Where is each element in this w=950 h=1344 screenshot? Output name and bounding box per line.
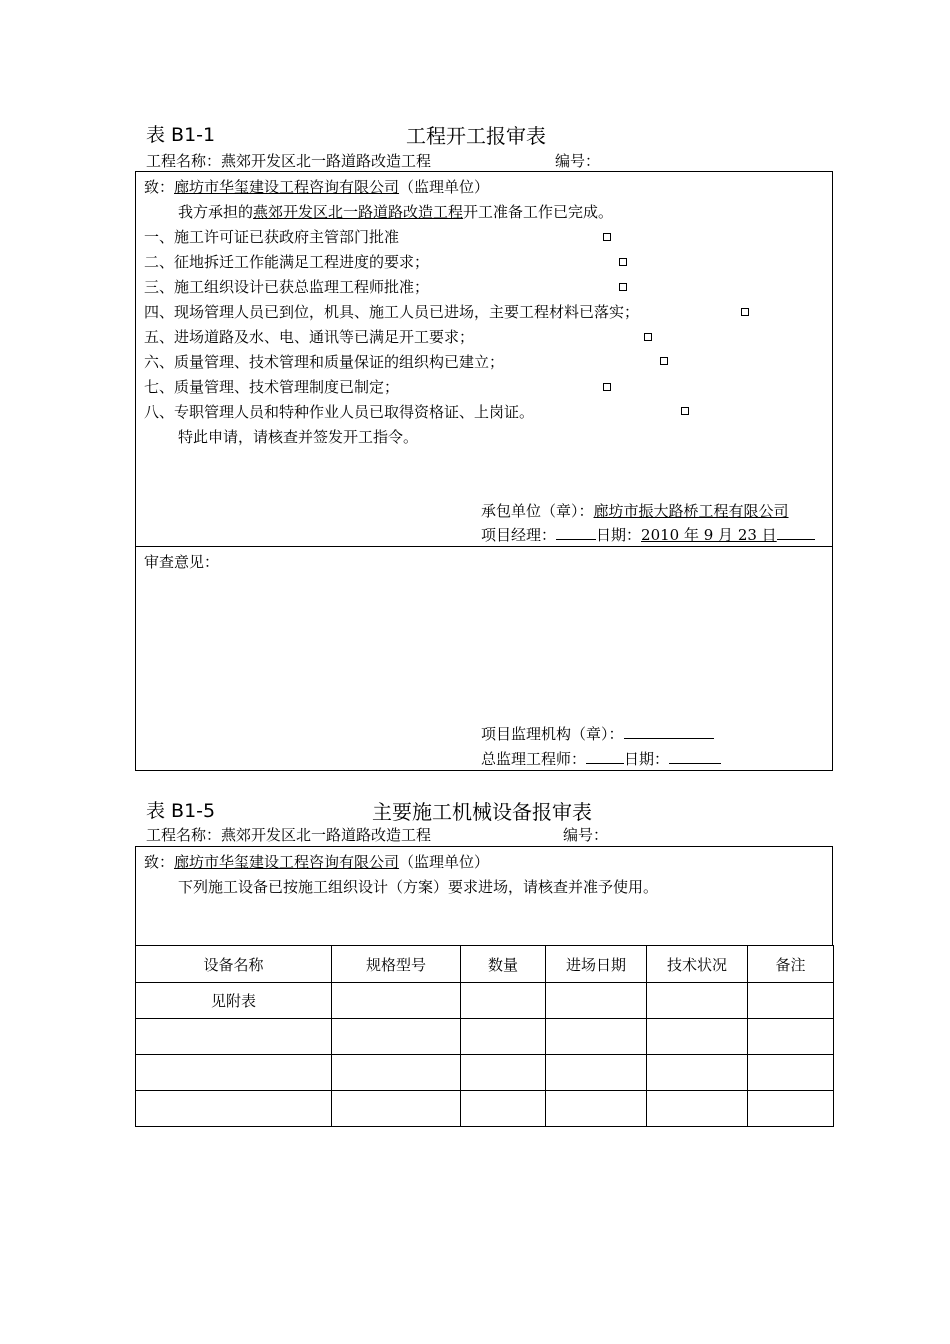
date-trailing-blank — [777, 525, 815, 540]
checklist-item-1: 一、施工许可证已获政府主管部门批准 — [144, 228, 400, 246]
table-row — [136, 1091, 834, 1127]
table-cell[interactable] — [748, 983, 834, 1019]
request-text: 特此申请，请核查并签发开工指令。 — [178, 428, 419, 446]
checklist-item-2: 二、征地拆迁工作能满足工程进度的要求； — [144, 253, 430, 271]
contractor-name: 廊坊市振大路桥工程有限公司 — [593, 502, 789, 520]
col-header-tech-status: 技术状况 — [647, 946, 748, 983]
chief-label: 总监理工程师： — [481, 750, 587, 768]
table-cell[interactable]: 见附表 — [136, 983, 332, 1019]
table-cell[interactable] — [546, 1019, 647, 1055]
table-cell[interactable] — [332, 1019, 461, 1055]
checkbox-item-7[interactable] — [603, 383, 611, 391]
table-cell[interactable] — [546, 1091, 647, 1127]
table-cell[interactable] — [461, 1055, 546, 1091]
intro-suffix: 开工准备工作已完成。 — [463, 203, 614, 221]
table-cell[interactable] — [136, 1091, 332, 1127]
checklist-item-4: 四、现场管理人员已到位，机具、施工人员已进场，主要工程材料已落实； — [144, 303, 640, 321]
supervisor-company: 廊坊市华玺建设工程咨询有限公司 — [174, 178, 400, 196]
org-line — [481, 723, 714, 744]
table-cell[interactable] — [748, 1091, 834, 1127]
to-prefix: 致： — [144, 178, 175, 196]
form1-project-name — [146, 150, 431, 171]
table-cell[interactable] — [332, 983, 461, 1019]
checkbox-item-3[interactable] — [619, 283, 627, 291]
checklist-item-7: 七、质量管理、技术管理制度已制定； — [144, 378, 400, 396]
form1-review-section — [135, 546, 833, 771]
checklist-item-3: 三、施工组织设计已获总监理工程师批准； — [144, 278, 430, 296]
form2-table-number: 表 B1-5 — [146, 800, 216, 822]
table-cell[interactable] — [647, 1091, 748, 1127]
checklist-item-6: 六、质量管理、技术管理和质量保证的组织构已建立； — [144, 353, 505, 371]
table-cell[interactable] — [748, 1055, 834, 1091]
form2-number-label: 编号： — [563, 826, 609, 844]
equipment-table — [135, 945, 834, 1127]
form2-header-section — [135, 846, 833, 946]
date-label: 日期： — [596, 526, 642, 544]
chief-date-field[interactable] — [669, 749, 721, 764]
checkbox-item-2[interactable] — [619, 258, 627, 266]
table-cell[interactable] — [332, 1091, 461, 1127]
form2-title: 主要施工机械设备报审表 — [372, 800, 592, 824]
review-label: 审查意见： — [144, 553, 220, 571]
chief-line — [481, 748, 721, 769]
form2-title-row — [146, 796, 846, 824]
project-value: 燕郊开发区北一路道路改造工程 — [221, 152, 432, 170]
form1-number-label: 编号： — [555, 152, 601, 170]
table-header-row — [136, 946, 834, 983]
form1-application-section — [135, 171, 833, 547]
pm-label: 项目经理： — [481, 526, 557, 544]
pm-line — [481, 524, 815, 545]
date-value: 2010 年 9 月 23 日 — [641, 526, 777, 544]
chief-date-label: 日期： — [624, 750, 670, 768]
pm-signature-field[interactable] — [556, 525, 596, 540]
table-cell[interactable] — [546, 983, 647, 1019]
col-header-quantity: 数量 — [461, 946, 546, 983]
form1-table-number: 表 B1-1 — [146, 124, 216, 146]
checkbox-item-4[interactable] — [741, 308, 749, 316]
checkbox-item-8[interactable] — [681, 407, 689, 415]
intro-text: 下列施工设备已按施工组织设计（方案）要求进场，请核查并准予使用。 — [178, 878, 659, 896]
intro-project: 燕郊开发区北一路道路改造工程 — [253, 203, 464, 221]
checklist-item-5: 五、进场道路及水、电、通讯等已满足开工要求； — [144, 328, 475, 346]
form2-project-name — [146, 824, 431, 845]
checkbox-item-1[interactable] — [603, 233, 611, 241]
supervisor-suffix: （监理单位） — [399, 178, 490, 196]
table-row — [136, 1019, 834, 1055]
chief-signature-field[interactable] — [586, 749, 624, 764]
checklist-item-8: 八、专职管理人员和特种作业人员已取得资格证、上岗证。 — [144, 403, 535, 421]
table-cell[interactable] — [546, 1055, 647, 1091]
contractor-line — [481, 500, 789, 521]
table-cell[interactable] — [647, 1055, 748, 1091]
supervisor-suffix: （监理单位） — [399, 853, 490, 871]
table-row — [136, 1055, 834, 1091]
table-cell[interactable] — [461, 1091, 546, 1127]
to-line — [144, 851, 489, 872]
project-value: 燕郊开发区北一路道路改造工程 — [221, 826, 432, 844]
form1-title-row — [146, 120, 846, 148]
to-line — [144, 176, 489, 197]
org-label: 项目监理机构（章）： — [481, 725, 624, 743]
project-label: 工程名称： — [146, 152, 222, 170]
table-cell[interactable] — [647, 1019, 748, 1055]
table-cell[interactable] — [136, 1055, 332, 1091]
checkbox-item-6[interactable] — [660, 357, 668, 365]
col-header-name: 设备名称 — [136, 946, 332, 983]
intro-line — [178, 201, 613, 222]
table-cell[interactable] — [461, 1019, 546, 1055]
org-seal-field[interactable] — [624, 724, 714, 739]
to-prefix: 致： — [144, 853, 175, 871]
table-cell[interactable] — [461, 983, 546, 1019]
project-label: 工程名称： — [146, 826, 222, 844]
table-row — [136, 983, 834, 1019]
table-cell[interactable] — [647, 983, 748, 1019]
intro-prefix: 我方承担的 — [178, 203, 254, 221]
col-header-remarks: 备注 — [748, 946, 834, 983]
table-cell[interactable] — [748, 1019, 834, 1055]
col-header-spec: 规格型号 — [332, 946, 461, 983]
form1-title: 工程开工报审表 — [406, 124, 546, 148]
table-cell[interactable] — [136, 1019, 332, 1055]
contractor-label: 承包单位（章）： — [481, 502, 594, 520]
col-header-entry-date: 进场日期 — [546, 946, 647, 983]
table-cell[interactable] — [332, 1055, 461, 1091]
checkbox-item-5[interactable] — [644, 333, 652, 341]
supervisor-company: 廊坊市华玺建设工程咨询有限公司 — [174, 853, 400, 871]
